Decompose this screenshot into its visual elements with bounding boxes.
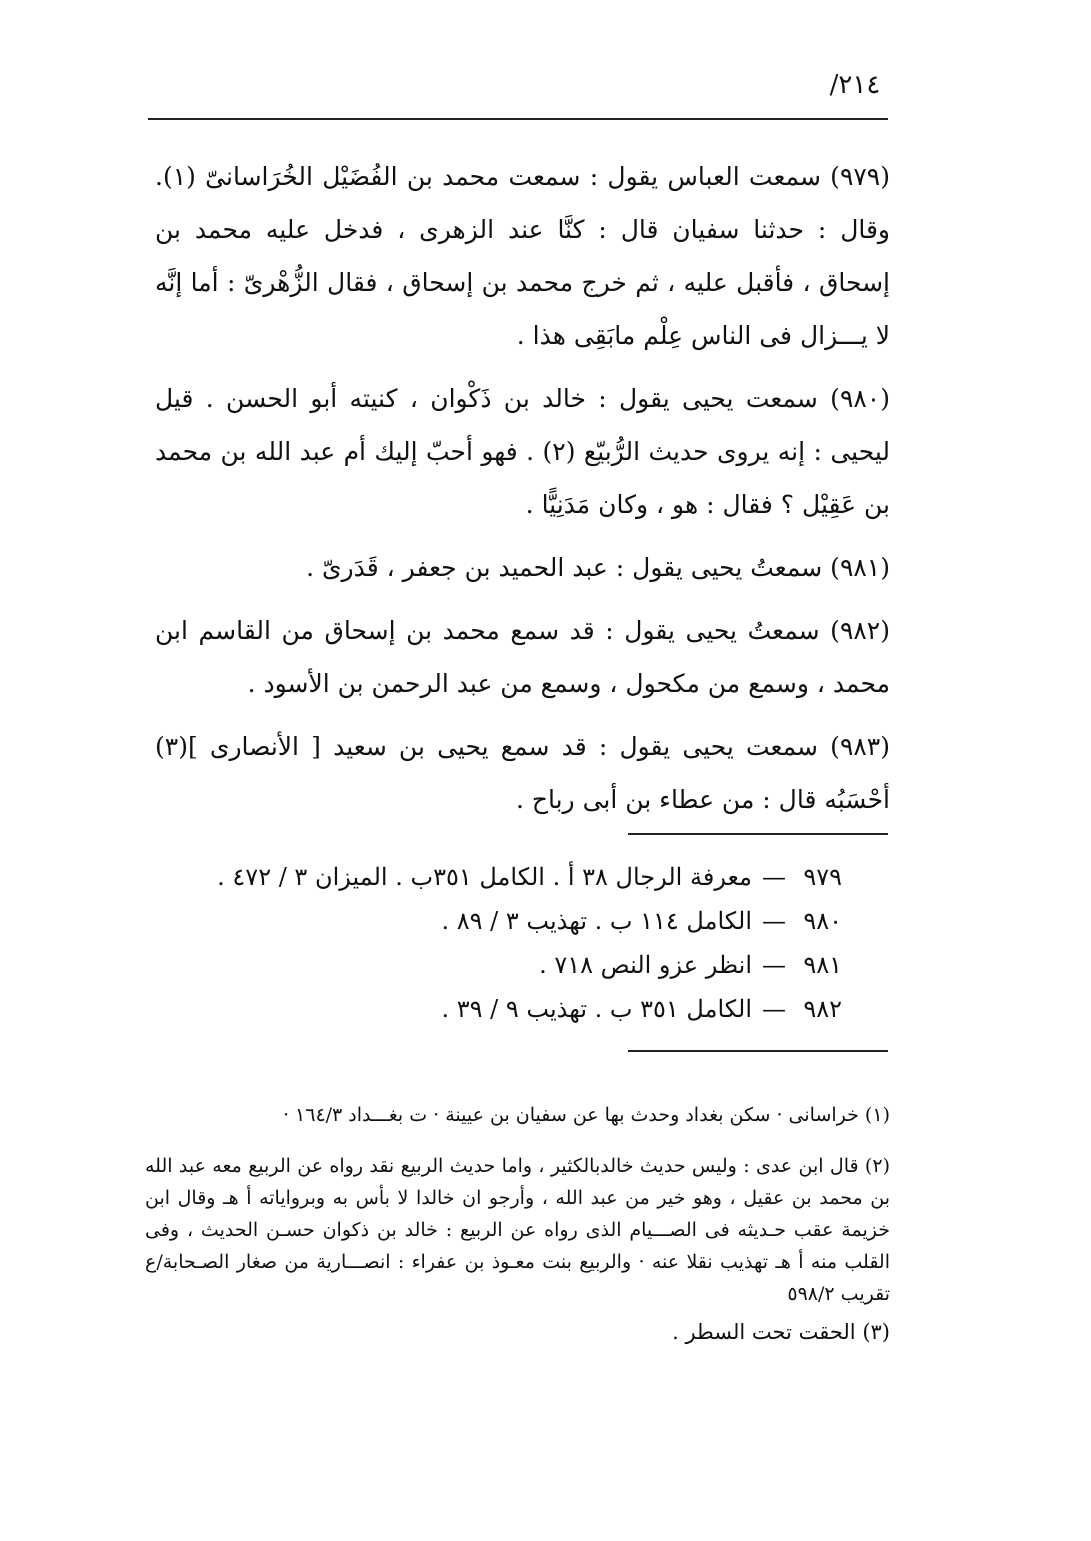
header-rule — [148, 118, 888, 120]
reference-number: ٩٧٩ — [803, 863, 842, 891]
reference-text: انظر عزو النص ٧١٨ . — [539, 951, 752, 979]
entry-982 — [155, 604, 890, 710]
reference-number: ٩٨١ — [803, 951, 842, 979]
footnote-1: (١) خراسانى · سكن بغداد وحدث بها عن سفيان بن عيينة · ت بغـــداد ١٦٤/٣ · — [282, 1104, 890, 1126]
entry-text: (٩٨٣) سمعت يحيى يقول : قد سمع يحيى بن سعيد [ الأنصارى ](٣) أحْسَبُه قال : من عطاء بن أبى رباح . — [155, 732, 890, 814]
references-separator — [628, 833, 888, 835]
entry-983 — [155, 720, 890, 826]
reference-dash: — — [762, 907, 786, 935]
reference-text: الكامل ٣٥١ ب . تهذيب ٩ / ٣٩ . — [441, 995, 752, 1023]
reference-item — [230, 943, 842, 987]
entry-text: (٩٨١) سمعتُ يحيى يقول : عبد الحميد بن جعفر ، قَدَرىّ . — [306, 553, 890, 582]
entry-979 — [155, 150, 890, 362]
reference-dash: — — [762, 863, 786, 891]
reference-item — [230, 899, 842, 943]
reference-item — [217, 855, 842, 899]
reference-item — [230, 987, 842, 1031]
entry-text: (٩٨٢) سمعتُ يحيى يقول : قد سمع محمد بن إسحاق من القاسم ابن محمد ، وسمع من مكحول ، وسمع من عبد الرحمن بن الأسود . — [155, 616, 890, 698]
reference-text: معرفة الرجال ٣٨ أ . الكامل ٣٥١ب . الميزان ٣ / ٤٧٢ . — [217, 863, 752, 891]
footnotes-separator — [628, 1050, 888, 1052]
main-text — [155, 150, 890, 836]
reference-dash: — — [762, 995, 786, 1023]
footnote-2: (٢) قال ابن عدى : وليس حديث خالدبالكثير ، واما حديث الربيع نقد رواه عن الربيع معه عبد الله بن محمد بن عقيل ، وهو خير من عبد الله ، وأرجو ان خالدا لا بأس به وبرواياته أ هـ وقال ابن خزيمة عقب حـديثه فى الصـــيام الذى رواه عن الربيع : خالد بن ذكوان حسـن الحديث ، وفى القلب منه أ هـ تهذيب نقلا عنه · والربيع بنت معـوذ بن عفراء : انصـــارية من صغار الصـحابة/ع تقريب ٥٩٨/٢ — [145, 1155, 890, 1305]
reference-number: ٩٨٢ — [803, 995, 842, 1023]
references-list — [217, 855, 842, 1031]
entry-980 — [155, 372, 890, 531]
entry-text: (٩٨٠) سمعت يحيى يقول : خالد بن ذَكْوان ، كنيته أبو الحسن . قيل ليحيى : إنه يروى حديث الرُّبيّع (٢) . فهو أحبّ إليك أم عبد الله بن محمد بن عَقِيْل ؟ فقال : هو ، وكان مَدَنِيًّا . — [155, 384, 890, 519]
entry-text: (٩٧٩) سمعت العباس يقول : سمعت محمد بن الفُضَيْل الخُرَاسانىّ (١). وقال : حدثنا سفيان قال : كنَّا عند الزهرى ، فدخل عليه محمد بن إسحاق ، فأقبل عليه ، ثم خرج محمد بن إسحاق ، فقال الزُّهْرىّ : أما إنَّه لا يـــزال فى الناس عِلْم مابَقِى هذا . — [155, 162, 890, 350]
reference-number: ٩٨٠ — [803, 907, 842, 935]
footnote-3: (٣) الحقت تحت السطر . — [672, 1320, 890, 1344]
entry-981 — [155, 541, 890, 594]
page-number: ٢١٤/ — [829, 70, 881, 100]
reference-text: الكامل ١١٤ ب . تهذيب ٣ / ٨٩ . — [441, 907, 752, 935]
reference-dash: — — [762, 951, 786, 979]
footnotes — [145, 1080, 890, 1354]
